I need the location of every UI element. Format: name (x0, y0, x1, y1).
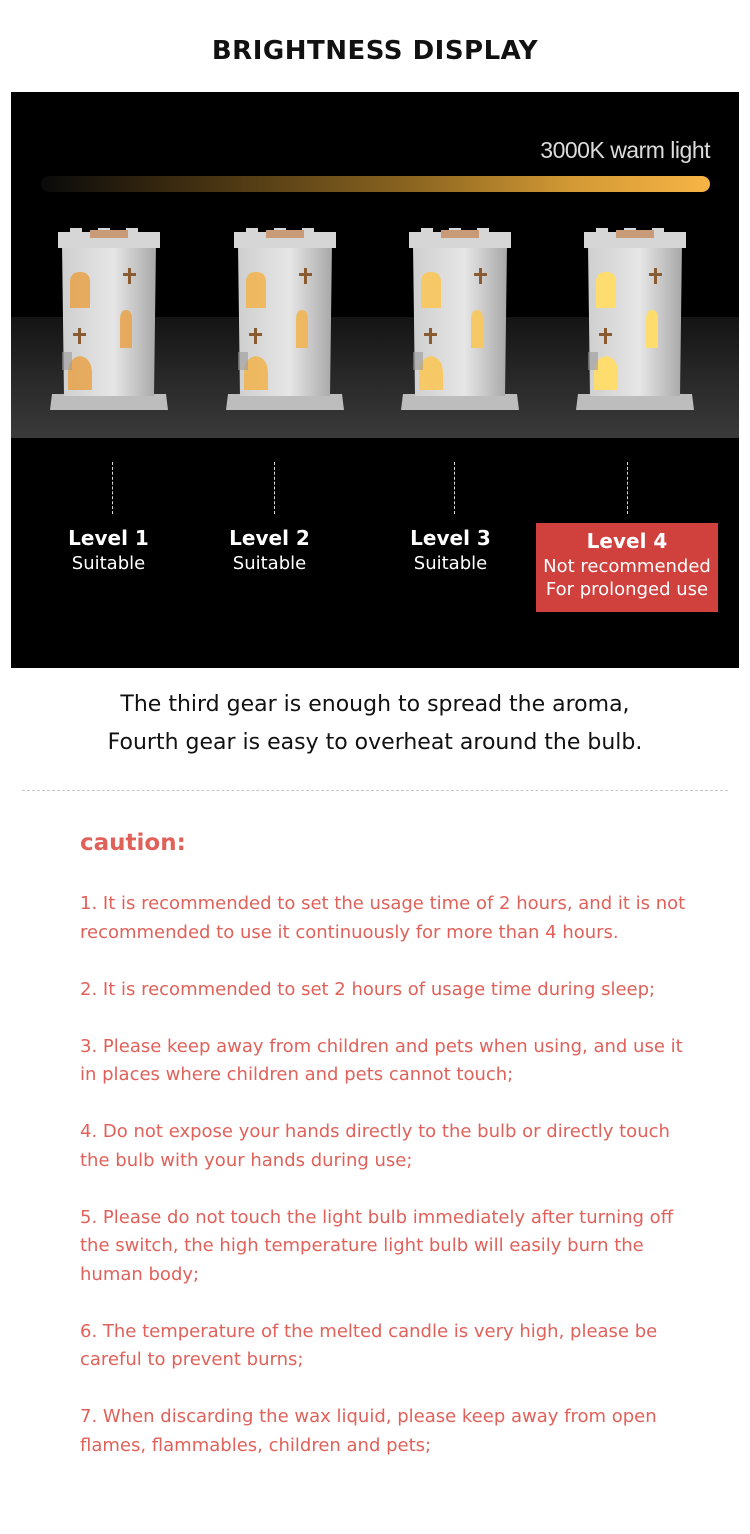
caution-item: 3. Please keep away from children and pets when using, and use it in places where children and pets cannot touch; (80, 1035, 683, 1085)
light-color-label: 3000K warm light (540, 137, 710, 163)
level-desc: Suitable (232, 553, 307, 574)
lamp-cross-slit (123, 273, 136, 276)
lamp-top-opening (441, 230, 479, 238)
lamp-top-opening (90, 230, 128, 238)
lamp-base (226, 394, 344, 410)
level-4-warning-badge (536, 523, 718, 612)
connector-line-4 (627, 462, 628, 514)
lamp-window-glow (646, 310, 658, 348)
lamp-cross-slit (73, 333, 86, 336)
lamp-cross-slit (474, 273, 487, 276)
connector-line-1 (112, 462, 113, 514)
lamp-top-opening (616, 230, 654, 238)
lamp-base (576, 394, 694, 410)
lamp-image-level-4 (570, 224, 700, 424)
lamp-top-opening (266, 230, 304, 238)
caution-item: 4. Do not expose your hands directly to the bulb or directly touch the bulb with your hands during use; (80, 1121, 670, 1171)
lamp-window-glow (596, 272, 616, 308)
lamp-window-glow (70, 272, 90, 308)
connector-line-3 (454, 462, 455, 514)
gear-note-line-1: The third gear is enough to spread the aroma, (120, 692, 630, 717)
lamp-cross-slit (299, 273, 312, 276)
connector-line-2 (274, 462, 275, 514)
lamp-cross-slit (649, 273, 662, 276)
lamp-wall-shade (62, 352, 72, 370)
lamp-cross-slit (599, 333, 612, 336)
lamp-cross-slit (249, 333, 262, 336)
lamp-base (50, 394, 168, 410)
level-desc-line-1: Not recommended (543, 556, 711, 577)
caution-item: 7. When discarding the wax liquid, please keep away from open flames, flammables, children and pets; (80, 1406, 657, 1456)
lamp-wall-shade (588, 352, 598, 370)
page-title: BRIGHTNESS DISPLAY (211, 36, 539, 66)
caution-item: 6. The temperature of the melted candle is very high, please be careful to prevent burns; (80, 1320, 658, 1370)
brightness-gradient-bar (41, 176, 710, 192)
section-divider (22, 790, 728, 791)
lamp-image-level-3 (395, 224, 525, 424)
lamp-image-level-2 (220, 224, 350, 424)
level-desc: Suitable (71, 553, 146, 574)
level-2-label (182, 524, 357, 576)
level-desc: Suitable (413, 553, 488, 574)
lamp-base (401, 394, 519, 410)
level-name: Level 1 (68, 526, 149, 550)
caution-item: 1. It is recommended to set the usage time of 2 hours, and it is not recommended to use it continuously for more than 4 hours. (80, 893, 686, 943)
caution-item: 2. It is recommended to set 2 hours of usage time during sleep; (80, 978, 656, 1000)
lamp-window-glow (296, 310, 308, 348)
lamp-window-glow (471, 310, 483, 348)
level-name: Level 3 (410, 526, 491, 550)
brightness-panel (11, 92, 739, 668)
lamp-cross-slit (424, 333, 437, 336)
level-1-label (21, 524, 196, 576)
caution-list (80, 890, 690, 1489)
lamp-wall-shade (413, 352, 423, 370)
level-desc-line-2: For prolonged use (545, 579, 709, 600)
level-name: Level 2 (229, 526, 310, 550)
gear-note-line-2: Fourth gear is easy to overheat around the bulb. (107, 730, 643, 755)
lamp-window-glow (120, 310, 132, 348)
lamp-window-glow (246, 272, 266, 308)
caution-item: 5. Please do not touch the light bulb immediately after turning off the switch, the high temperature light bulb will easily burn the human body; (80, 1206, 674, 1285)
lamp-wall-shade (238, 352, 248, 370)
lamp-image-level-1 (44, 224, 174, 424)
level-3-label (363, 524, 538, 576)
gear-note (0, 686, 750, 762)
level-name: Level 4 (586, 529, 668, 553)
caution-title: caution: (80, 830, 186, 856)
lamp-window-glow (421, 272, 441, 308)
